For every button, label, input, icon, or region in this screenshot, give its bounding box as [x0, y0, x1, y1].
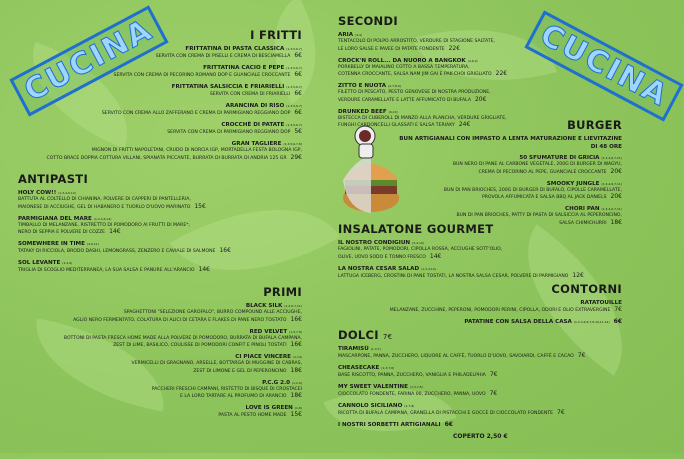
item-description-text: PACCHERI FRESCHI CAMPANI, RISTETTO DI BISQUE DI CROSTACEI: [151, 386, 302, 392]
item-price: 18€: [290, 392, 302, 400]
item-price: 6€: [613, 317, 622, 325]
section-fritti: [2, 28, 302, 166]
section-title: [0, 285, 302, 299]
section-insalatone: [338, 222, 628, 284]
menu-item: [0, 302, 302, 324]
item-price: 16€: [219, 247, 231, 255]
item-description: [2, 148, 302, 155]
item-description: [18, 204, 318, 212]
coperto-note: COPERTO 2,50 €: [453, 433, 508, 440]
item-description: [338, 65, 558, 72]
item-price: 22€: [448, 44, 461, 52]
item-description-text: VERMICELLI DI GRAGNANO, ARSELLE, BOTTARGA DI MUGGINE DI CABRAS,: [131, 361, 302, 367]
item-price: 14€: [429, 252, 442, 260]
item-price: 14€: [198, 266, 210, 274]
item-name-text: BLACK SILK: [245, 303, 283, 309]
item-description-text: PORKBELLY DI MAIALINO COTTO A BASSA TEMPERATURA,: [338, 64, 470, 70]
item-description: [392, 162, 622, 169]
item-name: [338, 108, 558, 116]
item-description-text: BUN NERO DI PANE AL CARBONE VEGETALE, 200G DI BURGER DI WAGYU,: [452, 162, 622, 167]
item-name-text: ARIA: [338, 32, 354, 38]
menu-item: [338, 239, 628, 261]
item-description: [338, 97, 558, 105]
item-description-text: BOTTONI DI PASTA FRESCA HOME MADE ALLA POLVERE DI POMODORO, BURRATA DI BUFALA CAMPANA,: [63, 335, 302, 341]
fritti-title: I FRITTI: [250, 28, 302, 42]
item-description-text: TATAKY DI RICCIOLA, BRODO DASHI, LEMONGRASS, ZENZERO E CAVIALE DI SALMONE: [18, 249, 216, 255]
item-allergens: (1,3,7,8): [381, 365, 395, 370]
item-price: 22€: [495, 70, 508, 78]
menu-item: [322, 318, 622, 326]
item-description: [2, 155, 302, 163]
item-description-text: TRIGLIA DI SCOGLIO MEDITERRANEA, LA SUA SALSA E PANURE ALL'ARANCIO: [18, 268, 195, 274]
item-allergens: (1,3,5,6,7): [286, 103, 302, 108]
item-name: [392, 205, 622, 213]
menu-item: [392, 180, 622, 202]
item-description-text: LE LORO SALSE E PAVEE DI PATATE FONDENTE: [338, 46, 445, 52]
item-allergens: (1,3,4,6,7,11): [601, 181, 622, 186]
item-description-text: ZEST DI LIMONE E GEL DI PEPERONCINO: [193, 368, 287, 374]
item-name: [338, 82, 558, 90]
section-subtitle: BUN ARTIGIANALI CON IMPASTO A LENTA MATURAZIONE E LIEVITAZINE DI 48 ORE: [399, 136, 622, 150]
item-allergens: (1,4,9): [62, 261, 73, 266]
item-price: 7€: [489, 370, 498, 378]
item-name: [392, 154, 622, 162]
menu-item: [18, 189, 318, 211]
item-name-text: FRITTATINA SALSICCIA E FRIARIELLI: [171, 83, 285, 90]
item-price: 6€: [444, 420, 453, 428]
item-description-text: NERO DI SEPPIA E POLVERE DI COZZE: [18, 230, 106, 236]
menu-item: [18, 240, 318, 256]
section-title: [338, 222, 628, 236]
section-burger: [392, 118, 622, 231]
item-price: 16€: [290, 315, 302, 323]
item-description-text: MASCARPONE, PANNA, ZUCCHERO, LIQUORE AL CAFFÈ, TUORLO D'UOVO, SAVOIARDI, CAFFÈ E CACAO: [338, 354, 574, 359]
section-dolci: [338, 328, 628, 432]
menu-item: [338, 31, 558, 53]
menu-item: [392, 154, 622, 176]
item-description: [18, 248, 318, 256]
section-secondi: [338, 14, 558, 133]
menu-item: [2, 102, 302, 118]
cucina-stamp-left: CUCINA: [9, 5, 168, 116]
item-description: [2, 72, 302, 80]
item-description: [338, 410, 628, 418]
item-name: [2, 121, 302, 129]
item-description: [0, 342, 302, 350]
item-price: 7€: [614, 306, 622, 313]
menu-item: [338, 265, 628, 281]
item-name: [0, 353, 302, 361]
item-description-text: BUN DI PAN BRIOCHES, 200G DI BURGER DI BUFALO, CIPOLLE CARAMELLATE,: [443, 187, 622, 193]
item-description-text: FUNGHI CARDONCELLI GLASSATI E SALSA TERIAKY: [338, 123, 455, 129]
menu-item: [0, 379, 302, 401]
item-name-text: I NOSTRI SORBETTI ARTIGIANALI: [338, 421, 441, 428]
item-name: [0, 328, 302, 336]
item-description-text: COTENNA CROCCANTE, SALSA NAM JIM GAI E PAK-CHOI GRIGLIATO: [338, 72, 492, 78]
section-title: [2, 28, 302, 42]
item-description: [338, 71, 558, 79]
item-description: [0, 310, 302, 317]
item-price: 24€: [458, 121, 471, 129]
item-price: 6€: [294, 52, 302, 59]
contorni-title: CONTORNI: [551, 282, 622, 296]
item-allergens: (1,3,4,10): [421, 266, 436, 271]
item-name: [18, 259, 318, 267]
item-price: 12€: [572, 271, 584, 279]
item-name: [338, 383, 628, 391]
item-allergens: (6,10): [388, 109, 398, 114]
item-description-text: BASE RISCOTTO, PANNA, ZUCCHERO, VANIGLIA E PHILADELPHIA: [338, 372, 486, 378]
item-name-text: HOLY COW!!: [18, 190, 57, 196]
section-price: 7€: [382, 333, 393, 341]
item-name-text: SOMEWHERE IN TIME: [18, 241, 85, 248]
item-name: [338, 57, 558, 65]
item-price: 20€: [474, 95, 487, 103]
item-name: [18, 240, 318, 248]
menu-item: [2, 140, 302, 162]
item-description: [392, 169, 622, 177]
item-name-text: CROCCHÈ DI PATATE: [221, 121, 285, 128]
item-name-text: MY SWEET VALENTINE: [338, 383, 408, 390]
item-description: [338, 372, 628, 380]
item-description: [338, 391, 628, 399]
dolci-title: DOLCI: [338, 328, 379, 342]
item-name-text: IL NOSTRO CONDIGIUN: [338, 240, 411, 246]
item-name: [18, 215, 318, 223]
item-description-text: FILETTO DI PESCATO, PESTO GENOVESE DI NOSTRA PRODUZIONE,: [338, 90, 491, 96]
item-name-text: CANNOLO SICILIANO: [338, 402, 403, 409]
item-description-text: CIOCCOLATO FONDENTE, FARINA 00, ZUCCHERO, PANNA, UOVO: [338, 391, 486, 397]
menu-item: [18, 259, 318, 275]
item-description-text: BUN DI PAN BRIOCHES, PATTY DI PASTA DI SALSICCIA AL PEPERONCINO,: [456, 213, 622, 219]
menu-item: [338, 57, 558, 79]
item-name: [338, 421, 628, 429]
item-description-text: MIGNON DI FRITTI NAPOLETANI, CRUDO DI NORCIA IGP, MORTADELLA FESTA BOLOGNA IGP,: [91, 147, 302, 153]
item-name-text: LA NOSTRA CESAR SALAD: [338, 265, 420, 272]
item-allergens: (1,5,7,8): [289, 329, 302, 334]
item-name-text: LOVE IS GREEN: [245, 405, 293, 412]
item-description: [0, 387, 302, 394]
item-description: [0, 393, 302, 401]
item-description: [18, 229, 318, 237]
item-price: 6€: [294, 108, 302, 116]
item-description-text: PROVOLA AFFUMICATA E SALSA BBQ AL JACK DANIELS: [481, 195, 607, 201]
item-name: [0, 302, 302, 310]
item-name-text: RED VELVET: [249, 328, 288, 335]
item-description: [338, 353, 628, 361]
item-description-text: RICOTTA DI BUFALA CAMPANA, GRANELLA DI PISTACCHI E GOCCE DI CIOCCOLATO FONDENTE: [338, 410, 554, 416]
item-description-text: SERVITA CON CREMA DI PISELLI E CREMA DI BESCIAMELLA: [155, 54, 291, 59]
item-price: 18€: [290, 366, 302, 374]
item-description-text: SERVITO CON CREMA ALLO ZAFFERANO E CREMA DI PARMIGIANO REGGIANO DOP: [101, 110, 291, 116]
item-allergens: (1,3,5,6,7): [286, 84, 302, 89]
item-description-text: SERVITA CON CREMA DI PARMIGIANO REGGIANO DOP: [167, 129, 291, 135]
item-description-text: BISTECCA DI CUBEROLL DI MANZO ALLA PLANCHA, VERDURE GRIGLIATE,: [338, 115, 507, 121]
item-allergens: (1,3,4,6,7,11): [601, 207, 622, 212]
menu-item: [2, 121, 302, 137]
item-allergens: (4,7,8,9): [388, 84, 401, 89]
item-name: [2, 83, 302, 91]
item-name-text: RATATOUILLE: [580, 300, 622, 306]
item-description-text: VERDURE CARAMELLATE E LATTE AFFUMICATO DI BUFALA: [338, 97, 471, 103]
item-name: [322, 299, 622, 307]
item-description: [18, 267, 318, 275]
item-allergens: (1,3,5,6,7): [286, 122, 302, 127]
item-name-text: DRUNKED BEEF: [338, 108, 387, 115]
item-allergens: (4,9): [355, 33, 363, 37]
item-price: 18€: [610, 218, 622, 226]
item-price: 29€: [290, 153, 302, 161]
item-description-text: TENTACOLO DI POLPO ARROSTITO, VERDURE DI STAGIONE SALTATE,: [338, 39, 495, 44]
item-name: [338, 265, 628, 273]
item-description-text: AGLIO NERO FERMENTATO, COLATURA DI ALICI DI CETARA E FLAKES DI PANE NERO TOSTATO: [73, 317, 287, 323]
item-price: 7€: [577, 352, 586, 359]
menu-item: [338, 383, 628, 399]
antipasti-title: ANTIPASTI: [18, 172, 89, 186]
item-description: [392, 194, 622, 202]
item-name-text: FRITTATINA DI PASTA CLASSICA: [185, 46, 285, 52]
item-allergens: (1,3,5,6,7,8): [283, 141, 302, 146]
item-description: [2, 129, 302, 137]
item-name: [338, 31, 558, 39]
item-price: 15€: [290, 411, 302, 419]
item-description: [338, 273, 628, 281]
item-allergens: (1,3,5,6,7): [286, 65, 302, 70]
item-name-text: PATATINE CON SALSA DELLA CASA: [464, 318, 572, 325]
primi-title: PRIMI: [263, 285, 302, 299]
menu-item: [338, 421, 628, 429]
section-antipasti: [18, 172, 318, 278]
item-price: 7€: [557, 408, 565, 416]
item-allergens: (3,4,10): [412, 241, 424, 245]
menu-item: [338, 364, 628, 380]
item-description: [338, 254, 628, 262]
section-title: [18, 172, 318, 186]
item-name: [392, 180, 622, 188]
item-description: [0, 361, 302, 368]
item-name-text: SOL LEVANTE: [18, 260, 61, 267]
item-description: [2, 53, 302, 61]
item-description: [0, 336, 302, 343]
item-description-text: E LA LORO TARTARE AL PROFUMO DI ARANCIO: [180, 394, 287, 400]
menu-item: [0, 353, 302, 375]
item-name: [2, 45, 302, 53]
item-allergens: (1,3,4,6,7,11): [601, 156, 622, 160]
item-name: [2, 140, 302, 148]
menu-item: [338, 82, 558, 104]
item-name-text: 50 SFUMATURE DI GRICIA: [519, 155, 600, 161]
item-price: 6€: [294, 70, 302, 78]
menu-item: [0, 328, 302, 350]
menu-item: [0, 404, 302, 420]
item-name-text: TIRAMISÙ: [338, 346, 369, 352]
item-description-text: PASTA AL PESTO HOME MADE: [218, 413, 287, 419]
item-price: 5€: [294, 127, 302, 135]
item-description-text: CREMA DI PECORINO AL PEPE, GUANCIALE CROCCANTE: [478, 169, 607, 175]
item-description: [322, 307, 622, 315]
item-allergens: (1,2,9): [292, 380, 302, 385]
item-description: [0, 317, 302, 325]
item-allergens: (4,6,11): [86, 242, 99, 247]
item-name: [0, 379, 302, 387]
item-allergens: (1,3,7,8): [409, 384, 423, 389]
item-name-text: SMOOKY JUNGLE: [546, 180, 600, 187]
item-name: [322, 318, 622, 326]
item-description: [338, 90, 558, 97]
item-name-text: CHEASECAKE: [338, 364, 380, 371]
item-allergens: (1,2,4,6,14): [93, 216, 112, 221]
item-description: [2, 91, 302, 99]
burger-title: BURGER: [567, 118, 622, 132]
menu-item: [2, 45, 302, 61]
item-description: [338, 39, 558, 46]
item-name-text: CI PIACE VINCERE: [235, 354, 291, 361]
item-allergens: (1,3,5,6,7): [286, 47, 302, 51]
item-name-text: GRAN TAGLIERE: [231, 140, 282, 147]
item-description-text: MELANZANE, ZUCCHINE, PEPERONI, POMODORI PERINI, CIPOLLA, ODORI E OLIO EXTRAVERGINE: [389, 308, 611, 313]
item-name-text: P.C.G 2.0: [262, 379, 291, 386]
menu-item: [338, 402, 628, 418]
item-name-text: CHORI PAN: [565, 206, 600, 213]
section-primi: [0, 285, 302, 423]
item-name-text: ARANCINA DI RISO: [225, 102, 285, 109]
item-description: [0, 412, 302, 420]
section-title: [338, 14, 558, 28]
item-price: 7€: [489, 389, 498, 397]
item-name: [18, 189, 318, 197]
item-allergens: (1,3,7): [370, 347, 381, 351]
item-description-text: OLIVE, UOVO SODO E TONNO FRESCO: [338, 254, 426, 260]
item-name-text: FRITTATINA CACIO E PEPE: [203, 64, 285, 71]
section-title: [322, 282, 622, 296]
item-description: [338, 46, 558, 54]
item-name: [338, 402, 628, 410]
section-title: [392, 118, 622, 132]
item-description: [0, 368, 302, 376]
item-description: [18, 197, 318, 204]
item-description: [338, 247, 628, 254]
item-description-text: BATTUTA AL COLTELLO DI CHIANINA, POLVERE DI CAPPERI DI PANTELLERIA,: [18, 197, 191, 202]
item-description: [18, 223, 318, 230]
item-price: 15€: [194, 202, 206, 210]
item-description-text: SERVITA CON CREMA DI FRIARIELLI: [209, 91, 291, 97]
item-allergens: (4,6,9): [467, 58, 478, 63]
insalatone-title: INSALATONE GOURMET: [338, 222, 494, 236]
item-allergens: (1,2,3,4,6,7,8,10,11,14): [573, 319, 610, 324]
section-contorni: [322, 282, 622, 329]
item-price: 20€: [610, 193, 622, 201]
item-name-text: ZITTO E NUOTA: [338, 83, 387, 90]
item-description-text: SPAGHETTONI "SELEZIONE GAROFALO", BURRO COMPOUND ALLE ACCIUGHE,: [123, 310, 302, 315]
secondi-title: SECONDI: [338, 14, 398, 28]
item-price: 6€: [294, 89, 302, 97]
item-description-text: LATTUGA ICEBERG, CROSTINI DI PANE TOSTATI, LA NOSTRA SALSA CESAR, POLVERE DI PARMIGIANO: [338, 273, 569, 279]
item-name: [2, 64, 302, 72]
item-description-text: ZEST DI LIME, BASILICO, COULISSE DI POMODORI CONFIT E PINOLI TOSTATI: [113, 343, 287, 349]
item-description-text: COTTO BRACE DOPPIA COTTURA VILLANI, SPIANATA PICCANTE, BURRATA DI BURRATA DI ANDRIA 125 GR: [46, 155, 287, 161]
item-price: 20€: [610, 167, 622, 175]
item-allergens: (1,3,4,6,10): [58, 191, 76, 195]
menu-item: [2, 83, 302, 99]
item-price: 14€: [109, 228, 121, 236]
item-name: [338, 239, 628, 247]
section-title: [338, 328, 628, 342]
item-description: [2, 110, 302, 118]
menu-item: [2, 64, 302, 80]
menu-item: [322, 299, 622, 315]
item-name: [0, 404, 302, 412]
item-description: [392, 213, 622, 220]
item-price: 16€: [290, 341, 302, 349]
item-allergens: (1,14): [292, 355, 302, 360]
item-allergens: (1,8): [294, 406, 302, 411]
menu-item: [18, 215, 318, 237]
item-description: [392, 188, 622, 195]
cucina-stamp-right: CUCINA: [524, 10, 683, 121]
item-description-text: MAIONESE DI ACCIUGHE, GEL DI HABANERO E TUORLO D'UOVO MARINATO: [18, 204, 191, 210]
item-allergens: (1,4,6,7,11): [284, 304, 302, 308]
item-description-text: SERVITA CON CREMA DI PECORINO ROMANO DOP E GUANCIALE CROCCANTE: [113, 72, 291, 78]
item-name-text: PARMIGIANA DEL MARE: [18, 215, 92, 222]
item-description-text: FAGIOLINI, PATATE, POMODORI, CIPOLLA ROSSA, ACCIUGHE SOTT'OLIO,: [338, 247, 503, 252]
item-name-text: CROCK'N ROLL... DA NUORO A BANGKOK: [338, 57, 466, 64]
item-name: [338, 364, 628, 372]
item-description-text: TIMBALLO DI MELANZANE, RISTRETTO DI POMODORO AI FRUTTI DI MARE*,: [18, 222, 190, 228]
item-allergens: (1,7,8): [404, 403, 415, 408]
menu-item: [338, 345, 628, 361]
item-name: [2, 102, 302, 110]
item-description-text: SALSA CHIMICHURRI: [559, 220, 607, 226]
